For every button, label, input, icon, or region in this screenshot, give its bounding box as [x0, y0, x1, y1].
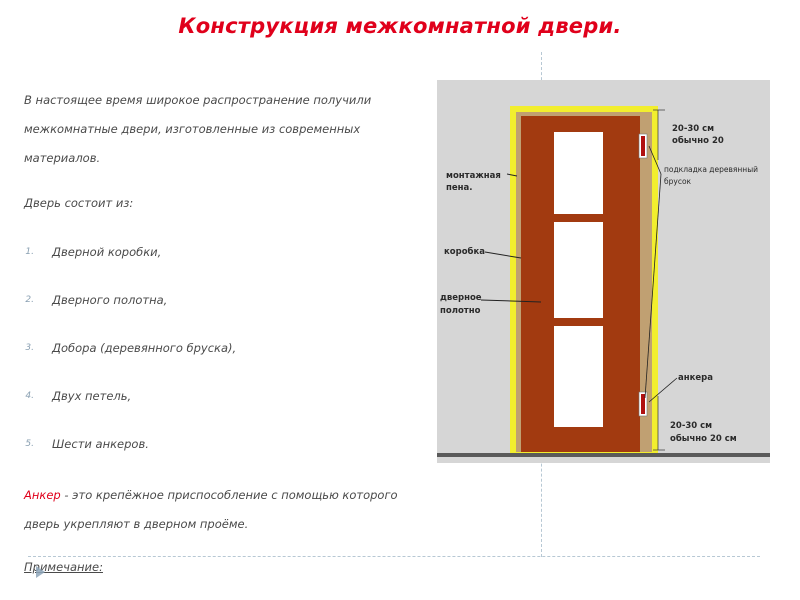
- list-number: 4.: [25, 391, 34, 401]
- anchor-definition-line-1: [24, 481, 398, 510]
- list-text: Дверного полотна,: [52, 293, 168, 307]
- door-diagram-svg: [437, 80, 770, 463]
- door-diagram: [437, 80, 770, 463]
- list-text: Шести анкеров.: [52, 437, 149, 451]
- label-bottom-gap-1: 20-30 см: [670, 421, 713, 431]
- list-text: Дверной коробки,: [52, 245, 162, 259]
- label-shim-1: подкладка деревянный: [664, 165, 759, 174]
- anchor-definition-line-2: дверь укрепляют в дверном проёме.: [24, 517, 249, 531]
- list-number: 3.: [25, 343, 34, 353]
- label-leaf-2: полотно: [440, 306, 481, 316]
- label-frame: коробка: [444, 247, 485, 257]
- door-rail: [554, 318, 603, 326]
- anchor-top-bolt: [641, 136, 645, 156]
- list-text: Добора (деревянного бруска),: [52, 341, 237, 355]
- door-rail: [554, 214, 603, 222]
- label-top-gap-2: обычно 20: [672, 136, 724, 146]
- label-foam-1: монтажная: [446, 171, 501, 181]
- anchor-definition: [24, 481, 398, 539]
- layout-guide-horizontal: [28, 556, 760, 557]
- slide-title: Конструкция межкомнатной двери.: [178, 14, 622, 38]
- intro-line-1: В настоящее время широкое распространение получили: [24, 93, 372, 107]
- anchor-definition-text: - это крепёжное приспособление с помощью которого: [60, 488, 398, 502]
- anchor-bottom-bolt: [641, 394, 645, 414]
- note-heading: Примечание:: [24, 560, 103, 574]
- glass-pane-bottom: [554, 326, 603, 427]
- label-shim-2: брусок: [664, 177, 692, 186]
- list-heading: Дверь состоит из:: [24, 196, 134, 210]
- label-top-gap-1: 20-30 см: [672, 124, 715, 134]
- label-leaf-1: дверное: [440, 293, 482, 303]
- list-number: 1.: [25, 247, 34, 257]
- label-bottom-gap-2: обычно 20 см: [670, 434, 737, 444]
- anchor-term: Анкер: [24, 488, 61, 502]
- intro-paragraph: [24, 86, 371, 173]
- label-anchors: анкера: [678, 373, 713, 383]
- list-number: 5.: [25, 439, 34, 449]
- intro-line-2: межкомнатные двери, изготовленные из современных: [24, 122, 361, 136]
- glass-pane-middle: [554, 222, 603, 318]
- glass-pane-top: [554, 132, 603, 214]
- list-text: Двух петель,: [52, 389, 132, 403]
- intro-line-3: материалов.: [24, 151, 101, 165]
- floor-line: [437, 453, 770, 457]
- label-foam-2: пена.: [446, 183, 473, 193]
- list-number: 2.: [25, 295, 34, 305]
- play-arrow-icon[interactable]: [36, 566, 45, 578]
